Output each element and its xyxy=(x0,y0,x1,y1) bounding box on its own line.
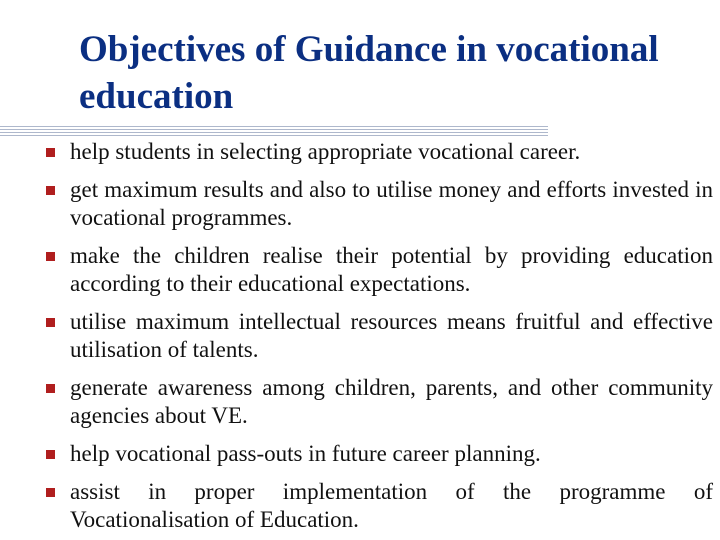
square-bullet-icon xyxy=(45,478,70,506)
bullet-text: generate awareness among children, parents, and other community agencies about VE. xyxy=(70,375,713,428)
bullet-item xyxy=(45,308,713,364)
square-bullet-icon xyxy=(45,176,70,204)
bullet-item xyxy=(45,440,713,468)
square-bullet-icon xyxy=(45,242,70,270)
bullet-text: help vocational pass-outs in future career planning. xyxy=(70,441,541,466)
bullet-text: help students in selecting appropriate vocational career. xyxy=(70,139,581,164)
bullet-item xyxy=(45,478,713,534)
slide-title: Objectives of Guidance in vocational education xyxy=(79,29,659,117)
bullet-text: assist in proper implementation of the programme of Vocationalisation of Education. xyxy=(70,479,713,532)
bullet-text: utilise maximum intellectual resources means fruitful and effective utilisation of talents. xyxy=(70,309,713,362)
title-divider xyxy=(0,126,548,138)
bullet-text: make the children realise their potential by providing education according to their educational expectations. xyxy=(70,243,713,296)
square-bullet-icon xyxy=(45,138,70,166)
square-bullet-icon xyxy=(45,440,70,468)
bullet-item xyxy=(45,138,713,166)
bullet-item xyxy=(45,242,713,298)
bullet-item xyxy=(45,374,713,430)
bullet-item xyxy=(45,176,713,232)
square-bullet-icon xyxy=(45,308,70,336)
bullet-text: get maximum results and also to utilise money and efforts invested in vocational programmes. xyxy=(70,177,713,230)
bullet-list xyxy=(45,138,713,540)
square-bullet-icon xyxy=(45,374,70,402)
